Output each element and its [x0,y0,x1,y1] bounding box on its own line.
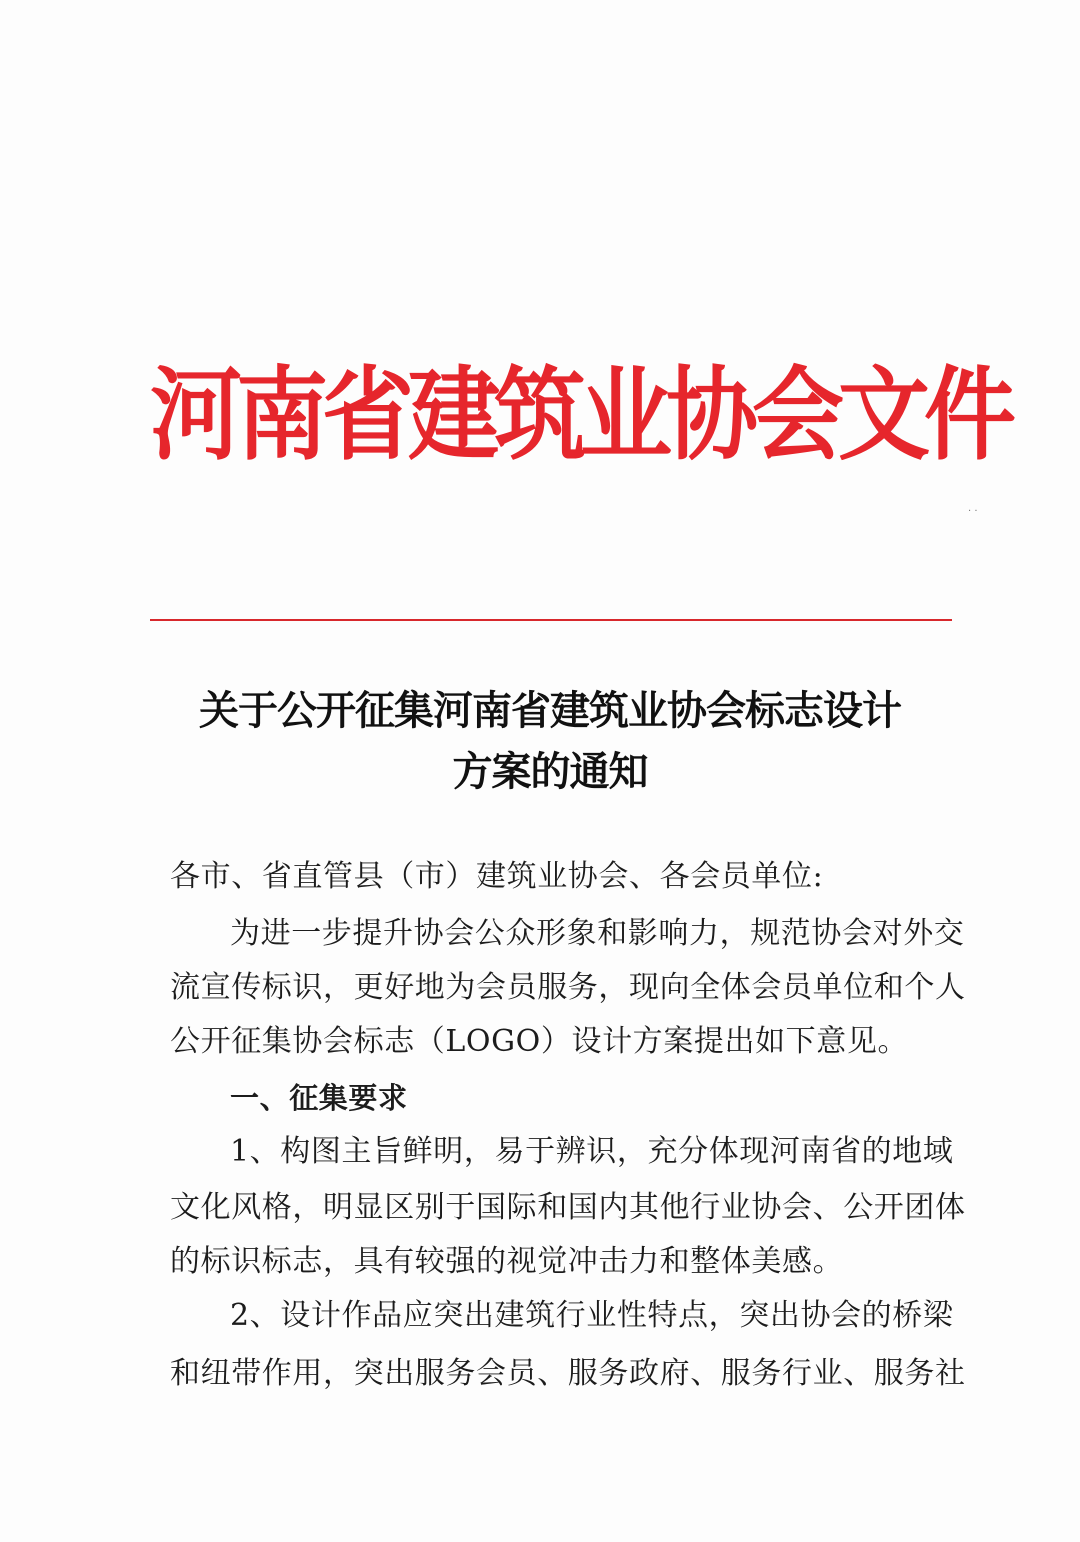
item-1-line-2: 文化风格，明显区别于国际和国内其他行业协会、公开团体 [170,1190,966,1225]
paragraph-1-line-1: 为进一步提升协会公众形象和影响力，规范协会对外交 [230,916,965,951]
masthead-title: 河南省建筑业协会文件 [150,355,1011,475]
notice-title-line-2: 方案的通知 [452,749,648,795]
paragraph-1-line-3: 公开征集协会标志（LOGO）设计方案提出如下意见。 [170,1024,909,1059]
red-divider-line [150,619,952,621]
item-2-line-2: 和纽带作用，突出服务会员、服务政府、服务行业、服务社 [170,1356,966,1391]
item-1-line-3: 的标识标志，具有较强的视觉冲击力和整体美感。 [170,1244,844,1279]
item-2-line-1: 2、设计作品应突出建筑行业性特点，突出协会的桥梁 [230,1298,954,1333]
scan-speck: · · [968,506,978,517]
salutation: 各市、省直管县（市）建筑业协会、各会员单位: [170,859,824,894]
item-1-line-1: 1、构图主旨鲜明，易于辨识，充分体现河南省的地域 [230,1134,954,1169]
notice-title-line-1: 关于公开征集河南省建筑业协会标志设计 [199,688,901,734]
paragraph-1-line-2: 流宣传标识，更好地为会员服务，现向全体会员单位和个人 [170,970,966,1005]
section-1-heading: 一、征集要求 [230,1081,408,1115]
